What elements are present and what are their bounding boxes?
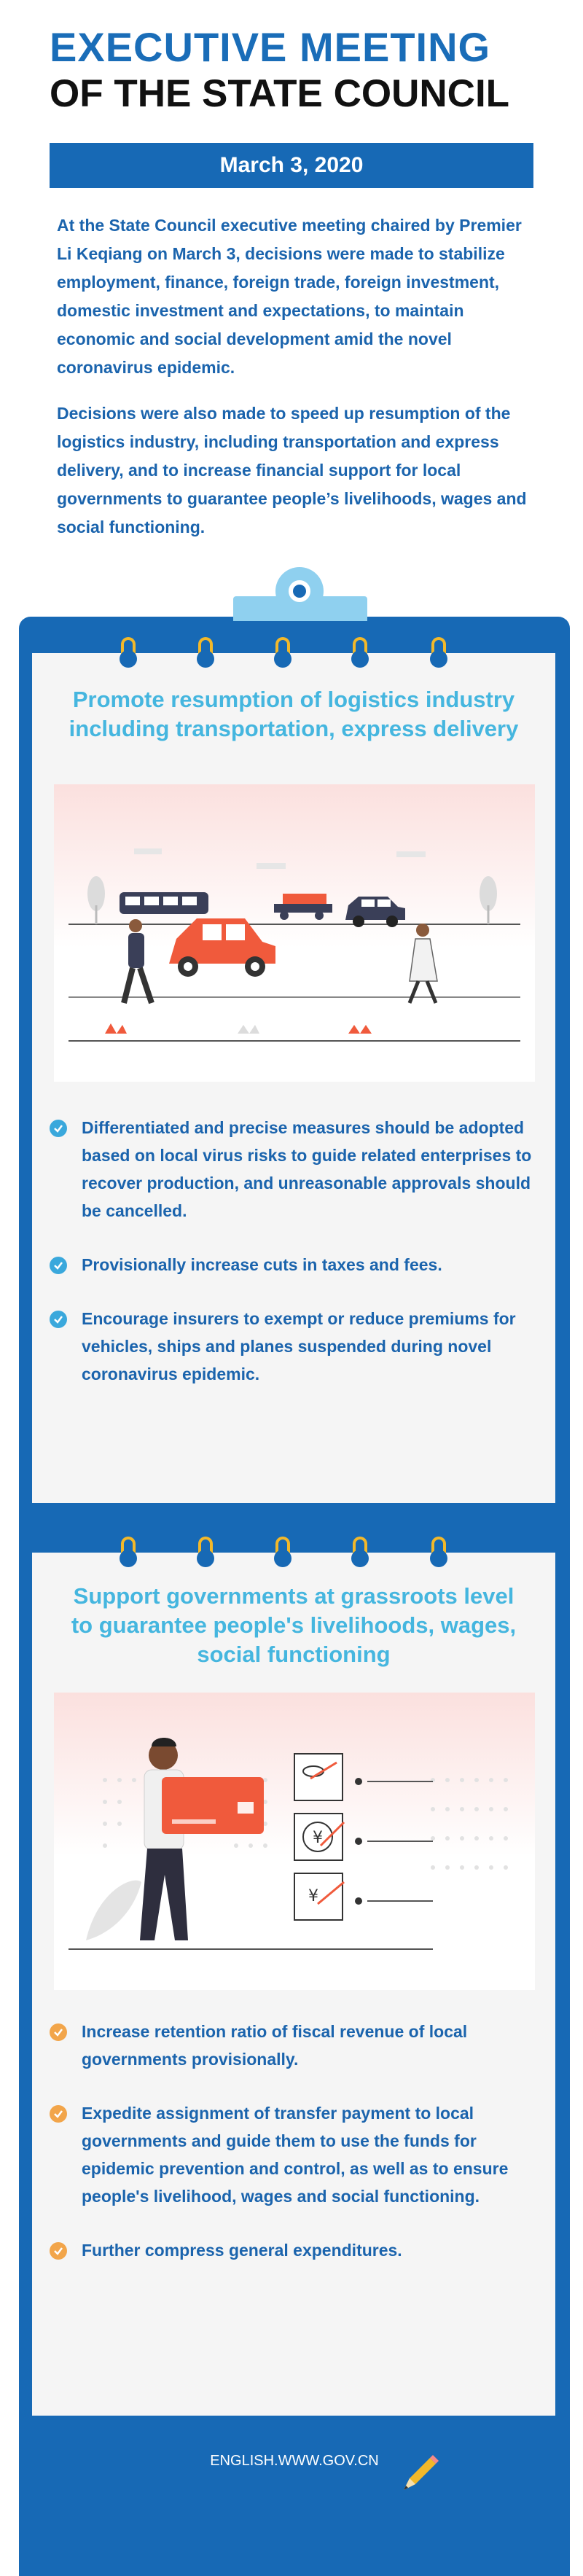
list-item — [50, 1114, 538, 1225]
clipboard-clip-hole — [289, 580, 310, 602]
check-icon — [50, 1311, 67, 1328]
list-item — [50, 1251, 538, 1279]
logistics-illustration — [54, 784, 535, 1082]
check-icon — [50, 2023, 67, 2041]
binder-ring-icon — [430, 1537, 447, 1563]
bullet-text: Encourage insurers to exempt or reduce premiums for vehicles, ships and planes suspended during novel coronavirus epidemic. — [82, 1309, 516, 1383]
section-card-livelihoods — [32, 1553, 555, 2416]
section-title-livelihoods: Support governments at grassroots level to guarantee people's livelihoods, wages, social functioning — [71, 1583, 517, 1667]
yen-glyph: ¥ — [308, 1887, 318, 1905]
check-icon — [50, 1257, 67, 1274]
binder-ring-icon — [351, 637, 369, 663]
intro-paragraph-2: Decisions were also made to speed up resumption of the logistics industry, including transportation and express delivery, and to increase financial support for local governments to guarantee people’s livelihoods, wages and social functioning. — [57, 404, 527, 536]
check-icon — [50, 2105, 67, 2123]
bullet-text: Provisionally increase cuts in taxes and fees. — [82, 1255, 442, 1274]
binder-ring-icon — [274, 1537, 292, 1563]
binder-ring-icon — [197, 1537, 214, 1563]
livelihoods-bullet-list — [50, 2018, 538, 2290]
pencil-icon — [394, 2449, 445, 2500]
bullet-text: Increase retention ratio of fiscal revenue of local governments provisionally. — [82, 2022, 468, 2069]
binder-ring-icon — [430, 637, 447, 663]
binder-ring-icon — [274, 637, 292, 663]
check-icon — [50, 2242, 67, 2260]
date-bar: March 3, 2020 — [50, 143, 533, 188]
intro-paragraph-1: At the State Council executive meeting chaired by Premier Li Keqiang on March 3, decisions were made to stabilize employment, finance, foreign trade, foreign investment, domestic investment and expectations, to maintain economic and social development amid the novel coronavirus epidemic. — [57, 216, 522, 377]
list-item — [50, 2099, 538, 2210]
footer-site: ENGLISH.WWW.GOV.CN — [210, 2452, 379, 2469]
section-card-logistics — [32, 653, 555, 1503]
list-item — [50, 2018, 538, 2073]
bullet-text: Further compress general expenditures. — [82, 2241, 402, 2260]
binder-ring-icon — [120, 1537, 137, 1563]
header — [50, 25, 545, 118]
list-item — [50, 1305, 538, 1388]
check-icon — [50, 1120, 67, 1137]
binder-ring-icon — [351, 1537, 369, 1563]
title-line-2: OF THE STATE COUNCIL — [50, 72, 510, 115]
section-title-logistics: Promote resumption of logistics industry including transportation, express delivery — [69, 687, 519, 741]
yen-glyph: ¥ — [313, 1829, 323, 1847]
title-line-1: EXECUTIVE MEETING — [50, 24, 491, 70]
binder-ring-icon — [197, 637, 214, 663]
logistics-bullet-list — [50, 1114, 538, 1414]
bullet-text: Differentiated and precise measures should be adopted based on local virus risks to guide related enterprises to recover production, and unreasonable approvals should be cancelled. — [82, 1118, 532, 1220]
bullet-text: Expedite assignment of transfer payment to local governments and guide them to use the funds for epidemic prevention and control, as well as to ensure people's livelihood, wages and social functioning. — [82, 2104, 509, 2206]
binder-ring-icon — [120, 637, 137, 663]
finance-illustration — [54, 1693, 535, 1990]
logistics-scene-icon — [54, 784, 535, 1082]
list-item — [50, 2236, 538, 2264]
finance-scene-icon — [54, 1693, 535, 1990]
